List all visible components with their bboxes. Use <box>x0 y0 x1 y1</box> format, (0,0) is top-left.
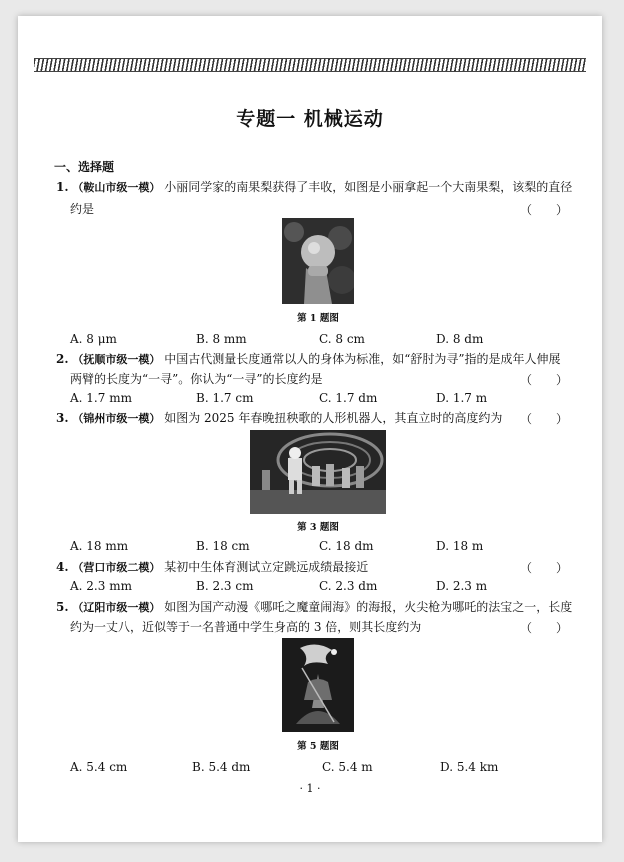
question-2-option-c[interactable]: C. 1.7 dm <box>319 391 378 405</box>
question-4-number: 4. <box>56 560 69 574</box>
question-2-answer-blank: （ ） <box>520 373 569 387</box>
question-2-option-b[interactable]: B. 1.7 cm <box>196 391 254 405</box>
exam-page <box>18 16 602 842</box>
question-1-caption: 第 1 题图 <box>297 313 339 324</box>
question-4-option-a[interactable]: A. 2.3 mm <box>70 579 132 593</box>
question-1-line2: 约是 <box>70 202 95 216</box>
question-3-text: 如图为 2025 年春晚扭秧歌的人形机器人，其直立时的高度约为 <box>164 411 503 425</box>
question-4-text: 某初中生体育测试立定跳远成绩最接近 <box>164 560 369 574</box>
question-2-line1 <box>56 351 560 368</box>
question-3-option-b[interactable]: B. 18 cm <box>196 539 250 553</box>
page-number: · 1 · <box>299 782 321 795</box>
question-4-option-c[interactable]: C. 2.3 dm <box>319 579 378 593</box>
question-3-option-d[interactable]: D. 18 m <box>436 539 484 553</box>
spiral-binding <box>34 58 586 72</box>
question-2-region: （抚顺市级一模） <box>72 353 161 366</box>
question-5-region: （辽阳市级一模） <box>72 601 161 614</box>
question-1-option-a[interactable]: A. 8 μm <box>70 332 117 346</box>
question-1-region: （鞍山市级一模） <box>72 181 161 194</box>
question-3-caption: 第 3 题图 <box>297 522 339 533</box>
question-5-line2: 约为一丈八，近似等于一名普通中学生身高的 3 倍，则其长度约为 <box>70 620 422 634</box>
question-5-poster-image <box>282 638 354 732</box>
question-2-number: 2. <box>56 352 69 366</box>
question-3-number: 3. <box>56 411 69 425</box>
question-3-region: （锦州市级一模） <box>72 412 161 425</box>
question-4-region: （营口市级二模） <box>72 561 161 574</box>
question-4-option-b[interactable]: B. 2.3 cm <box>196 579 254 593</box>
question-1-option-c[interactable]: C. 8 cm <box>319 332 365 346</box>
question-2-option-d[interactable]: D. 1.7 m <box>436 391 488 405</box>
question-1-text: 小丽同学家的南果梨获得了丰收，如图是小丽拿起一个大南果梨，该梨的直径 <box>164 180 573 194</box>
question-4-option-d[interactable]: D. 2.3 m <box>436 579 488 593</box>
section-heading: 一、选择题 <box>54 160 115 174</box>
question-4-line1 <box>56 559 368 576</box>
question-3-option-c[interactable]: C. 18 dm <box>319 539 374 553</box>
question-3-option-a[interactable]: A. 18 mm <box>70 539 129 553</box>
question-2-option-a[interactable]: A. 1.7 mm <box>70 391 132 405</box>
question-1-option-b[interactable]: B. 8 mm <box>196 332 247 346</box>
question-3-answer-blank: （ ） <box>520 412 569 426</box>
question-2-text: 中国古代测量长度通常以人的身体为标准，如“舒肘为寻”指的是成年人伸展 <box>164 352 561 366</box>
question-5-option-d[interactable]: D. 5.4 km <box>440 760 499 774</box>
question-5-option-c[interactable]: C. 5.4 m <box>322 760 373 774</box>
question-1-line1 <box>56 179 572 196</box>
question-4-answer-blank: （ ） <box>520 561 569 575</box>
question-5-answer-blank: （ ） <box>520 621 569 635</box>
question-2-line2: 两臂的长度为“一寻”。你认为“一寻”的长度约是 <box>70 372 323 386</box>
question-1-pear-photo <box>282 218 354 304</box>
question-5-option-b[interactable]: B. 5.4 dm <box>192 760 251 774</box>
question-3-robot-photo <box>250 430 386 514</box>
question-5-option-a[interactable]: A. 5.4 cm <box>70 760 128 774</box>
question-5-caption: 第 5 题图 <box>297 741 339 752</box>
question-5-line1 <box>56 599 572 616</box>
page-title: 专题一 机械运动 <box>236 108 384 130</box>
question-1-number: 1. <box>56 180 69 194</box>
question-1-answer-blank: （ ） <box>520 203 569 217</box>
question-5-number: 5. <box>56 600 69 614</box>
question-3-line1 <box>56 410 502 427</box>
question-1-option-d[interactable]: D. 8 dm <box>436 332 484 346</box>
question-5-text: 如图为国产动漫《哪吒之魔童闹海》的海报，火尖枪为哪吒的法宝之一，长度 <box>164 600 573 614</box>
